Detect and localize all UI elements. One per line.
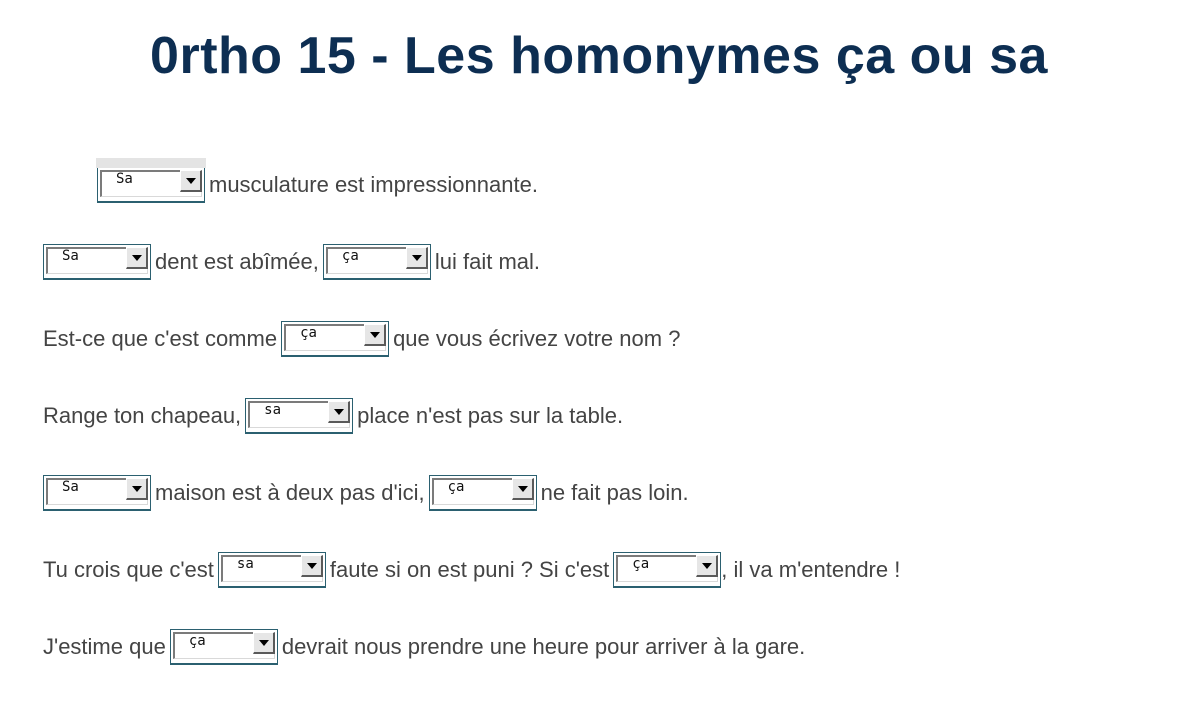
sentence-text: J'estime que bbox=[43, 634, 166, 659]
answer-select-2-1[interactable] bbox=[43, 244, 151, 280]
selected-value: Sa bbox=[116, 171, 133, 187]
selected-value: ça bbox=[341, 248, 359, 264]
selected-value: Sa bbox=[62, 248, 79, 264]
selected-value: ça bbox=[447, 479, 465, 495]
chevron-down-icon[interactable] bbox=[253, 632, 275, 654]
sentence-text: maison est à deux pas d'ici, bbox=[155, 480, 425, 505]
selected-value: Sa bbox=[62, 479, 79, 495]
sentence-text: ne fait pas loin. bbox=[540, 480, 689, 505]
chevron-down-icon[interactable] bbox=[406, 247, 428, 269]
page-title: 0rtho 15 - Les homonymes ça ou sa bbox=[150, 27, 1048, 85]
sentence-text: lui fait mal. bbox=[434, 249, 541, 274]
answer-select-6-2[interactable] bbox=[613, 552, 721, 588]
sentence-6 bbox=[43, 547, 900, 593]
answer-select-3-1[interactable] bbox=[281, 321, 389, 357]
chevron-down-icon[interactable] bbox=[126, 478, 148, 500]
answer-select-4-1[interactable] bbox=[245, 398, 353, 434]
sentence-2 bbox=[43, 239, 540, 285]
selected-value: ça bbox=[632, 556, 650, 572]
sentence-text: Range ton chapeau, bbox=[43, 403, 242, 428]
chevron-down-icon[interactable] bbox=[328, 401, 350, 423]
selected-value: ça bbox=[188, 633, 206, 649]
sentence-7 bbox=[43, 624, 805, 670]
chevron-down-icon[interactable] bbox=[126, 247, 148, 269]
sentence-text: , il va m'entendre ! bbox=[721, 557, 901, 582]
answer-select-5-1[interactable] bbox=[43, 475, 151, 511]
sentence-text: Est-ce que c'est comme bbox=[43, 326, 278, 351]
sentence-4 bbox=[43, 393, 623, 439]
chevron-down-icon[interactable] bbox=[696, 555, 718, 577]
sentence-text: dent est abîmée, bbox=[155, 249, 319, 274]
sentence-1 bbox=[93, 162, 538, 208]
chevron-down-icon[interactable] bbox=[364, 324, 386, 346]
answer-select-7-1[interactable] bbox=[170, 629, 278, 665]
selected-value: sa bbox=[264, 402, 282, 418]
sentence-text: que vous écrivez votre nom ? bbox=[393, 326, 681, 351]
answer-select-5-2[interactable] bbox=[429, 475, 537, 511]
sentence-text: musculature est impressionnante. bbox=[209, 172, 538, 197]
selected-value: ça bbox=[300, 325, 317, 341]
answer-select-6-1[interactable] bbox=[218, 552, 326, 588]
sentence-text: place n'est pas sur la table. bbox=[357, 403, 624, 428]
sentence-5 bbox=[43, 470, 689, 516]
sentence-text: Tu crois que c'est bbox=[43, 557, 214, 582]
chevron-down-icon[interactable] bbox=[180, 170, 202, 192]
answer-select-1-1[interactable] bbox=[97, 167, 205, 203]
chevron-down-icon[interactable] bbox=[512, 478, 534, 500]
selected-value: sa bbox=[236, 556, 254, 572]
sentence-text: faute si on est puni ? Si c'est bbox=[329, 557, 610, 582]
sentence-text: devrait nous prendre une heure pour arriver à la gare. bbox=[281, 634, 806, 659]
sentence-3 bbox=[43, 316, 680, 362]
answer-select-2-2[interactable] bbox=[323, 244, 431, 280]
chevron-down-icon[interactable] bbox=[301, 555, 323, 577]
